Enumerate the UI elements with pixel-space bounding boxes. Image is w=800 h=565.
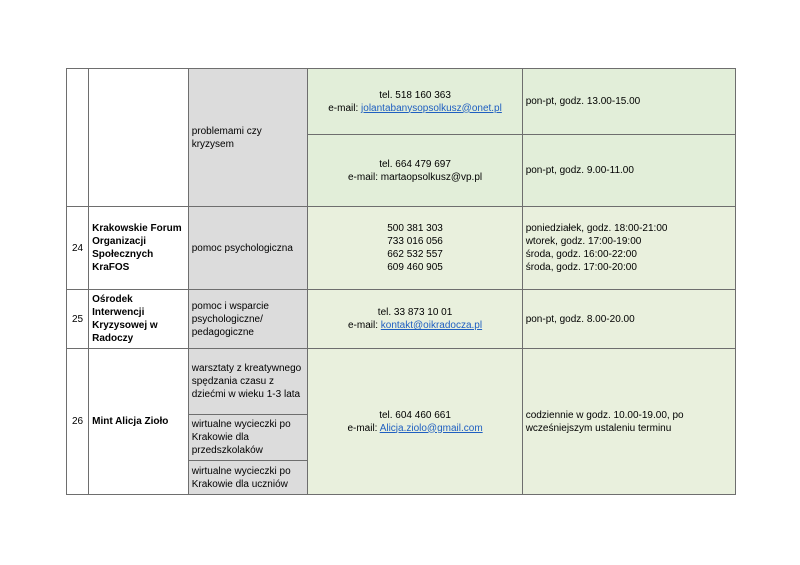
hours-line: poniedziałek, godz. 18:00-21:00	[525, 223, 668, 234]
phone-number: tel. 604 460 661	[379, 409, 451, 421]
service-description: warsztaty z kreatywnego spędzania czasu z dziećmi w wieku 1-3 lata	[188, 349, 308, 415]
table-row	[67, 349, 736, 415]
organization-name: Krakowskie Forum Organizacji Społecznych KraFOS	[89, 207, 189, 290]
contact-cell	[308, 349, 522, 495]
organization-name	[89, 69, 189, 207]
email-label: e-mail:	[347, 320, 381, 331]
phone-number: 733 016 056	[387, 236, 443, 247]
organization-name: Ośrodek Interwencji Kryzysowej w Radoczy	[89, 290, 189, 349]
email-text: martaopsolkusz@vp.pl	[380, 171, 483, 183]
service-description: wirtualne wycieczki po Krakowie dla przedszkolaków	[188, 415, 308, 461]
table-row	[67, 290, 736, 349]
hours-line: wtorek, godz. 17:00-19:00	[525, 236, 642, 247]
phone-number: 662 532 557	[387, 249, 443, 260]
email-link[interactable]: kontakt@oikradocza.pl	[380, 320, 483, 331]
organization-name: Mint Alicja Zioło	[89, 349, 189, 495]
service-description: pomoc psychologiczna	[188, 207, 308, 290]
opening-hours: pon-pt, godz. 9.00-11.00	[522, 135, 735, 207]
phone-number: tel. 664 479 697	[379, 158, 451, 170]
email-label: e-mail:	[348, 171, 381, 183]
contact-cell	[308, 69, 522, 135]
table-row	[67, 69, 736, 135]
service-description: problemami czy kryzysem	[188, 69, 308, 207]
service-description: pomoc i wsparcie psychologiczne/ pedagogiczne	[188, 290, 308, 349]
email-line	[311, 422, 518, 435]
opening-hours: pon-pt, godz. 13.00-15.00	[522, 69, 735, 135]
email-label: e-mail:	[347, 422, 380, 434]
phone-number: 500 381 303	[387, 223, 443, 234]
opening-hours: codziennie w godz. 10.00-19.00, po wcześniejszym ustaleniu terminu	[522, 349, 735, 495]
row-number: 25	[67, 290, 89, 349]
hours-line: środa, godz. 16:00-22:00	[525, 249, 637, 260]
opening-hours: pon-pt, godz. 8.00-20.00	[522, 290, 735, 349]
phone-number: tel. 518 160 363	[379, 89, 451, 101]
email-label: e-mail:	[328, 102, 362, 114]
row-number: 26	[67, 349, 89, 495]
contact-cell	[308, 207, 522, 290]
row-number: 24	[67, 207, 89, 290]
row-number	[67, 69, 89, 207]
phone-number: 609 460 905	[387, 262, 443, 273]
service-description: wirtualne wycieczki po Krakowie dla uczniów	[188, 461, 308, 495]
table-row	[67, 207, 736, 290]
services-table	[66, 68, 736, 495]
hours-line: środa, godz. 17:00-20:00	[525, 262, 637, 273]
opening-hours	[522, 207, 735, 290]
email-line	[311, 102, 518, 115]
email-line	[311, 319, 518, 332]
phone-number: tel. 33 873 10 01	[377, 307, 453, 318]
contact-cell	[308, 135, 522, 207]
email-link[interactable]: jolantabanysopsolkusz@onet.pl	[361, 102, 502, 114]
email-line	[311, 171, 518, 184]
email-link[interactable]: Alicja.ziolo@gmail.com	[379, 422, 483, 434]
contact-cell	[308, 290, 522, 349]
